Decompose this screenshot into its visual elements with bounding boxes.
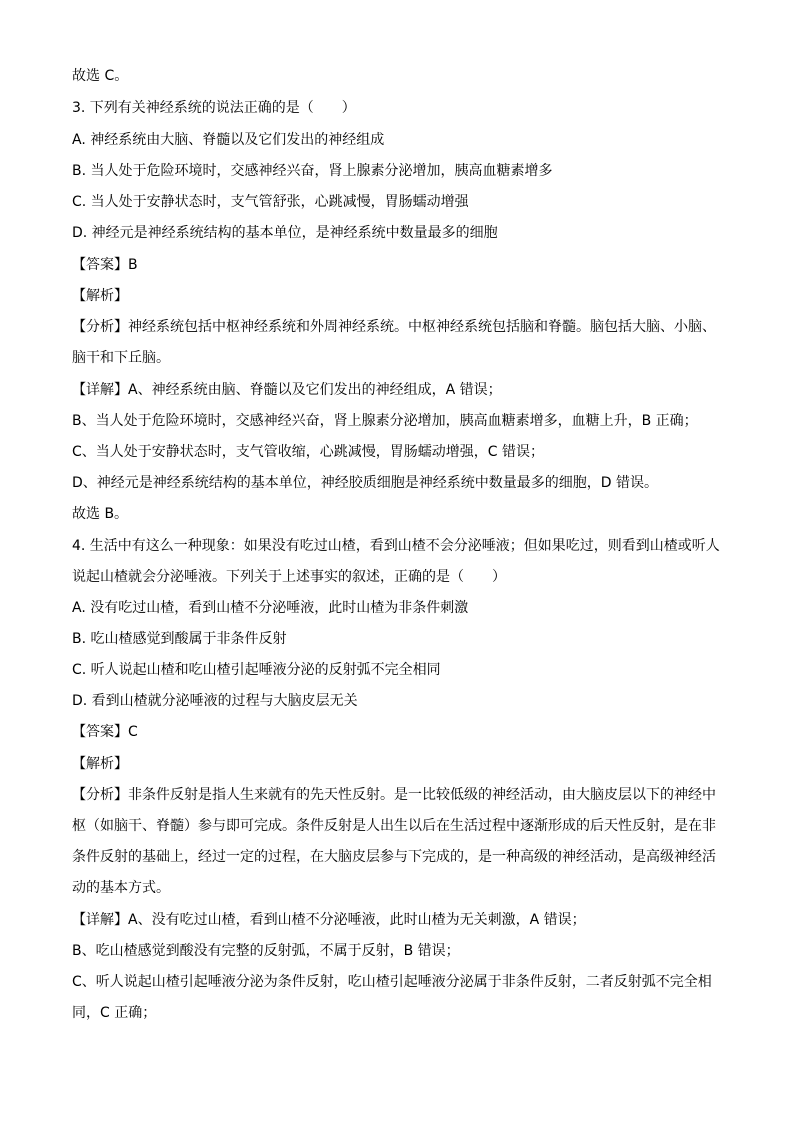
question-4-analysis: 条件反射的基础上，经过一定的过程，在大脑皮层参与下完成的，是一种高级的神经活动，是高级神经活 (72, 849, 716, 865)
question-4-detail: B、吃山楂感觉到酸没有完整的反射弧，不属于反射，B 错误； (72, 943, 460, 959)
question-3-option-a: A. 神经系统由大脑、脊髓以及它们发出的神经组成 (72, 132, 385, 148)
question-3-detail: 【详解】A、神经系统由脑、脊髓以及它们发出的神经组成，A 错误； (72, 382, 502, 398)
question-4-stem: 说起山楂就会分泌唾液。下列关于上述事实的叙述，正确的是（ ） (72, 569, 506, 585)
question-4-option-c: C. 听人说起山楂和吃山楂引起唾液分泌的反射弧不完全相同 (72, 662, 441, 678)
question-3-conclusion: 故选 B。 (72, 506, 129, 522)
question-3-analysis: 【分析】神经系统包括中枢神经系统和外周神经系统。中枢神经系统包括脑和脊髓。脑包括大脑、小脑、 (72, 319, 716, 335)
question-4-analysis: 【分析】非条件反射是指人生来就有的先天性反射。是一比较低级的神经活动，由大脑皮层以下的神经中 (72, 787, 716, 803)
question-4-detail: 同，C 正确； (72, 1005, 157, 1021)
question-3-option-d: D. 神经元是神经系统结构的基本单位，是神经系统中数量最多的细胞 (72, 225, 498, 241)
question-4-option-b: B. 吃山楂感觉到酸属于非条件反射 (72, 631, 287, 647)
question-3-analysis: 脑干和下丘脑。 (72, 350, 170, 366)
question-3-detail: C、当人处于安静状态时，支气管收缩，心跳减慢，胃肠蠕动增强，C 错误； (72, 444, 544, 460)
question-3-stem: 3. 下列有关神经系统的说法正确的是（ ） (72, 100, 356, 116)
text-line: 故选 C。 (72, 68, 129, 84)
question-4-detail: 【详解】A、没有吃过山楂，看到山楂不分泌唾液，此时山楂为无关刺激，A 错误； (72, 912, 586, 928)
question-4-detail: C、听人说起山楂引起唾液分泌为条件反射，吃山楂引起唾液分泌属于非条件反射，二者反射弧不完全相 (72, 974, 712, 990)
question-3-option-c: C. 当人处于安静状态时，支气管舒张，心跳减慢，胃肠蠕动增强 (72, 194, 469, 210)
question-3-detail: B、当人处于危险环境时，交感神经兴奋，肾上腺素分泌增加，胰高血糖素增多，血糖上升，B 正确； (72, 413, 698, 429)
question-3-analysis-heading: 【解析】 (72, 288, 128, 304)
question-3-answer: 【答案】B (72, 257, 138, 273)
question-4-option-a: A. 没有吃过山楂，看到山楂不分泌唾液，此时山楂为非条件刺激 (72, 600, 469, 616)
question-4-stem: 4. 生活中有这么一种现象：如果没有吃过山楂，看到山楂不会分泌唾液；但如果吃过，则看到山楂或听人 (72, 538, 720, 554)
question-4-option-d: D. 看到山楂就分泌唾液的过程与大脑皮层无关 (72, 693, 358, 709)
question-4-analysis-heading: 【解析】 (72, 756, 128, 772)
question-4-answer: 【答案】C (72, 724, 138, 740)
question-3-detail: D、神经元是神经系统结构的基本单位，神经胶质细胞是神经系统中数量最多的细胞，D 错误。 (72, 475, 659, 491)
question-4-analysis: 枢（如脑干、脊髓）参与即可完成。条件反射是人出生以后在生活过程中逐渐形成的后天性反射，是在非 (72, 818, 716, 834)
question-4-analysis: 动的基本方式。 (72, 880, 170, 896)
question-3-option-b: B. 当人处于危险环境时，交感神经兴奋，肾上腺素分泌增加，胰高血糖素增多 (72, 163, 553, 179)
